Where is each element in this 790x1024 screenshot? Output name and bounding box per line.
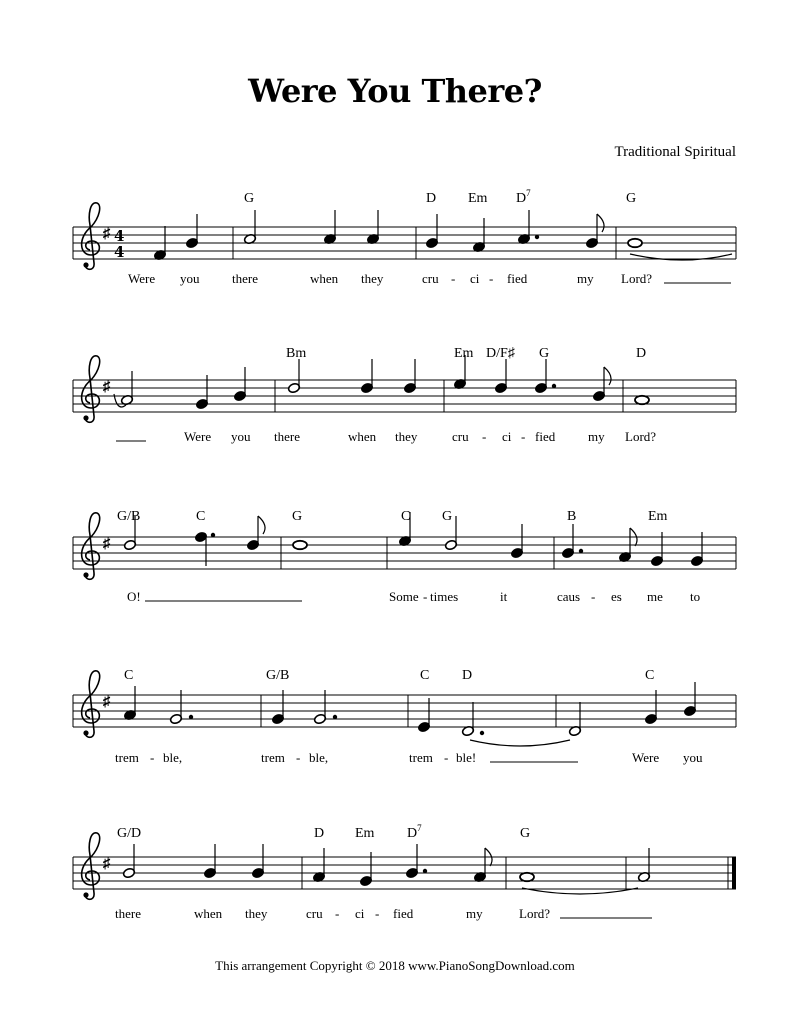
chord-symbol: D (314, 826, 325, 841)
svg-text:when: when (348, 429, 377, 444)
svg-text:there: there (232, 271, 258, 286)
svg-text:my: my (466, 906, 483, 921)
chord-symbol: C (124, 668, 134, 683)
chord-symbol: D/F♯ (486, 346, 515, 361)
staff-system-1 (73, 203, 736, 269)
svg-text:4: 4 (114, 243, 125, 261)
svg-text:Lord?: Lord? (625, 429, 657, 444)
svg-text:♯: ♯ (103, 536, 111, 552)
svg-text:-: - (451, 271, 456, 286)
svg-text:ci: ci (470, 271, 480, 286)
chord-symbol: $D^7$ (407, 823, 422, 841)
staff-system-5 (73, 833, 736, 899)
svg-text:-: - (150, 750, 155, 765)
song-title: Were You There? (248, 72, 542, 110)
staff-system-4 (73, 671, 736, 746)
chord-symbol: G (520, 826, 531, 841)
svg-text:es: es (611, 589, 622, 604)
svg-text:-: - (335, 906, 340, 921)
svg-text:it: it (500, 589, 508, 604)
svg-text:fied: fied (535, 429, 556, 444)
lyric-row-3 (127, 589, 700, 604)
chord-symbol: G (244, 191, 255, 206)
svg-text:ble,: ble, (163, 750, 183, 765)
chord-symbol: G/D (117, 826, 142, 841)
svg-text:my: my (577, 271, 594, 286)
chord-symbol: D (462, 668, 473, 683)
svg-text:when: when (310, 271, 339, 286)
svg-text:ble!: ble! (456, 750, 477, 765)
svg-text:cru: cru (422, 271, 439, 286)
lyric-row-4 (115, 750, 703, 765)
lyric-row-5 (115, 906, 652, 921)
svg-text:fied: fied (507, 271, 528, 286)
chord-symbol: Em (468, 191, 488, 206)
svg-text:there: there (274, 429, 300, 444)
chord-symbol: G/B (117, 509, 141, 524)
svg-text:Lord?: Lord? (519, 906, 551, 921)
svg-text:caus: caus (557, 589, 581, 604)
svg-text:♯: ♯ (103, 226, 111, 242)
chord-symbol: G (442, 509, 453, 524)
svg-text:4: 4 (114, 227, 125, 245)
svg-text:-: - (375, 906, 380, 921)
svg-text:trem: trem (409, 750, 433, 765)
svg-text:when: when (194, 906, 223, 921)
svg-text:ble,: ble, (309, 750, 329, 765)
lyric-row-1 (128, 271, 731, 286)
svg-text:times: times (430, 589, 459, 604)
chord-symbol: C (420, 668, 430, 683)
chord-symbol: G (292, 509, 303, 524)
svg-text:-: - (489, 271, 494, 286)
svg-text:you: you (683, 750, 703, 765)
chord-symbol: C (645, 668, 655, 683)
svg-text:trem: trem (115, 750, 139, 765)
svg-text:you: you (180, 271, 200, 286)
svg-text:-: - (482, 429, 487, 444)
svg-text:there: there (115, 906, 141, 921)
staff-system-2 (73, 355, 736, 422)
svg-text:Were: Were (184, 429, 212, 444)
svg-text:me: me (647, 589, 663, 604)
chord-symbol: Em (355, 826, 375, 841)
svg-text:cru: cru (306, 906, 323, 921)
svg-text:Lord?: Lord? (621, 271, 653, 286)
svg-text:you: you (231, 429, 251, 444)
svg-text:they: they (395, 429, 418, 444)
svg-text:cru: cru (452, 429, 469, 444)
svg-text:-: - (296, 750, 301, 765)
chord-symbol: D (426, 191, 437, 206)
chord-row-1 (244, 188, 636, 206)
svg-text:O!: O! (127, 589, 141, 604)
svg-text:♯: ♯ (103, 694, 111, 710)
chord-row-3 (117, 509, 668, 524)
svg-text:fied: fied (393, 906, 414, 921)
chord-symbol: G/B (266, 668, 290, 683)
lyric-row-2 (116, 429, 656, 444)
chord-symbol: D (636, 346, 647, 361)
svg-text:Some: Some (389, 589, 419, 604)
chord-symbol: Bm (286, 346, 307, 361)
svg-text:♯: ♯ (103, 856, 111, 872)
svg-text:they: they (245, 906, 268, 921)
composer-credit: Traditional Spiritual (614, 144, 736, 160)
chord-symbol: G (539, 346, 550, 361)
final-barline (732, 857, 736, 889)
svg-text:ci: ci (502, 429, 512, 444)
svg-text:they: they (361, 271, 384, 286)
svg-text:Were: Were (128, 271, 156, 286)
svg-text:-: - (444, 750, 449, 765)
svg-text:♯: ♯ (103, 379, 111, 395)
svg-text:-: - (521, 429, 526, 444)
chord-symbol: C (401, 509, 411, 524)
chord-symbol: Em (648, 509, 668, 524)
chord-symbol: B (567, 509, 577, 524)
chord-symbol: Em (454, 346, 474, 361)
copyright-footer: This arrangement Copyright © 2018 www.PianoSongDownload.com (215, 958, 575, 973)
svg-text:Were: Were (632, 750, 660, 765)
svg-text:my: my (588, 429, 605, 444)
chord-symbol: C (196, 509, 206, 524)
chord-row-2 (286, 346, 646, 361)
chord-row-5 (117, 823, 530, 841)
chord-row-4 (124, 668, 654, 683)
svg-text:trem: trem (261, 750, 285, 765)
svg-text:-: - (423, 589, 428, 604)
svg-text:to: to (690, 589, 701, 604)
chord-symbol: $D^7$ (516, 188, 531, 206)
svg-text:ci: ci (355, 906, 365, 921)
chord-symbol: G (626, 191, 637, 206)
svg-text:-: - (591, 589, 596, 604)
